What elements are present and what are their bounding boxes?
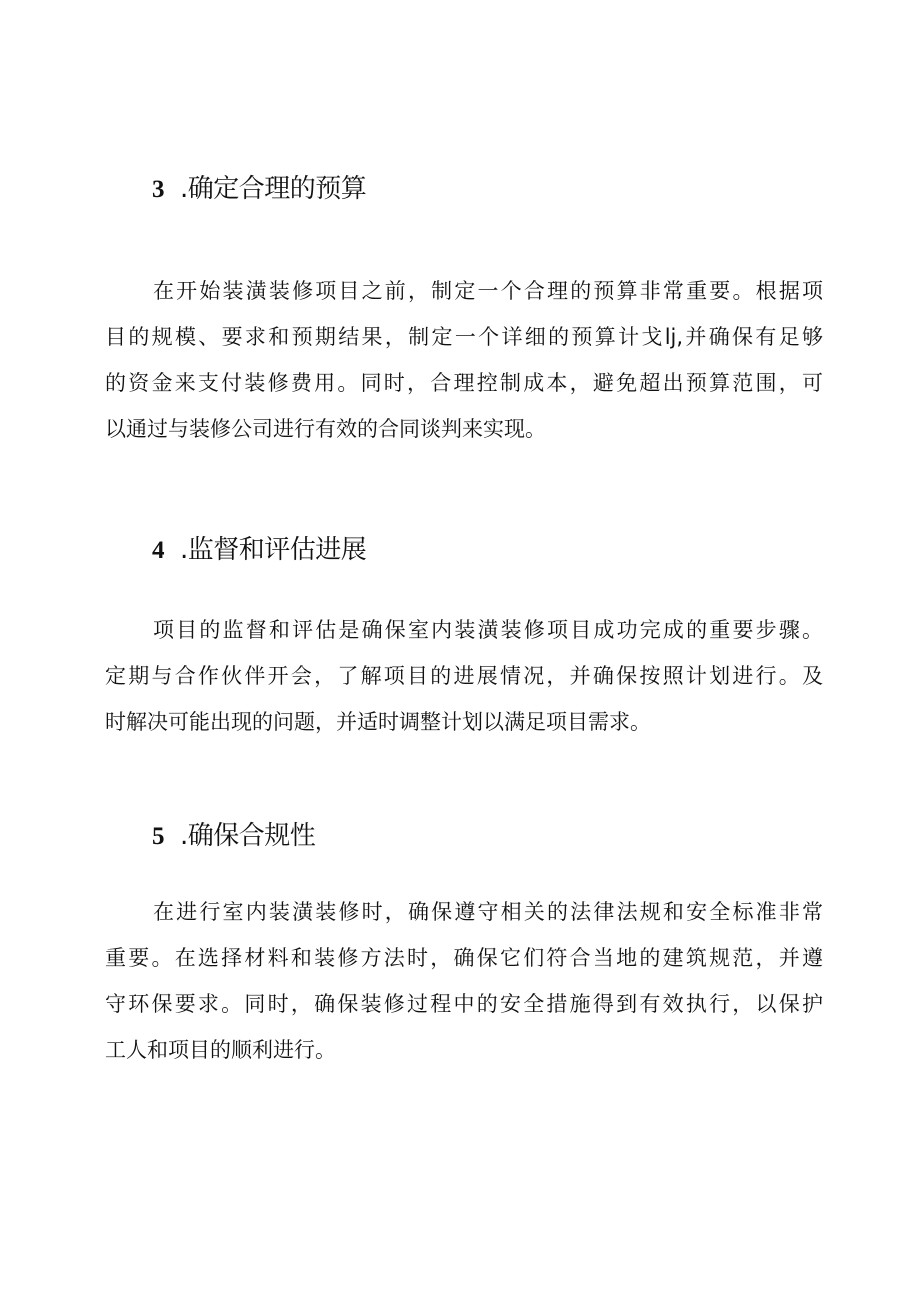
paragraph-line: 重要。在选择材料和装修方法时，确保它们符合当地的建筑规范，并遵 [105,946,823,970]
section-4-title: .监督和评估进展 [180,535,367,565]
section-4-number: 4 [152,537,164,564]
section-5-paragraph [105,889,823,1073]
paragraph-line: 守环保要求。同时，确保装修过程中的安全措施得到有效执行，以保护 [105,992,823,1016]
paragraph-line: 工人和项目的顺利进行。 [105,1038,336,1062]
paragraph-line: 以通过与装修公司进行有效的合同谈判来实现。 [105,417,546,441]
section-3-paragraph [105,268,823,452]
section-5-title: .确保合规性 [180,821,316,851]
paragraph-line: 项目的监督和评估是确保室内装潢装修项目成功完成的重要步骤。 [153,618,823,642]
section-4-paragraph [105,607,823,745]
paragraph-line: 的资金来支付装修费用。同时，合理控制成本，避免超出预算范围，可 [105,371,823,395]
section-5-heading [152,815,315,852]
section-3-number: 3 [152,176,164,203]
paragraph-line: 目的规模、要求和预期结果，制定一个详细的预算计戈lj,并确保有足够 [105,325,823,349]
paragraph-line: 在开始装潢装修项目之前，制定一个合理的预算非常重要。根据项 [153,279,823,303]
section-4-heading [152,529,366,566]
paragraph-line: 时解决可能出现的问题，并适时调整计划以满足项目需求。 [105,710,651,734]
paragraph-line: 定期与合作伙伴开会，了解项目的进展情况，并确保按照计划进行。及 [105,664,823,688]
section-5-number: 5 [152,823,164,850]
section-3-title: .确定合理的预算 [180,174,367,204]
section-3-heading [152,168,366,205]
paragraph-line: 在进行室内装潢装修时，确保遵守相关的法律法规和安全标准非常 [153,900,823,924]
